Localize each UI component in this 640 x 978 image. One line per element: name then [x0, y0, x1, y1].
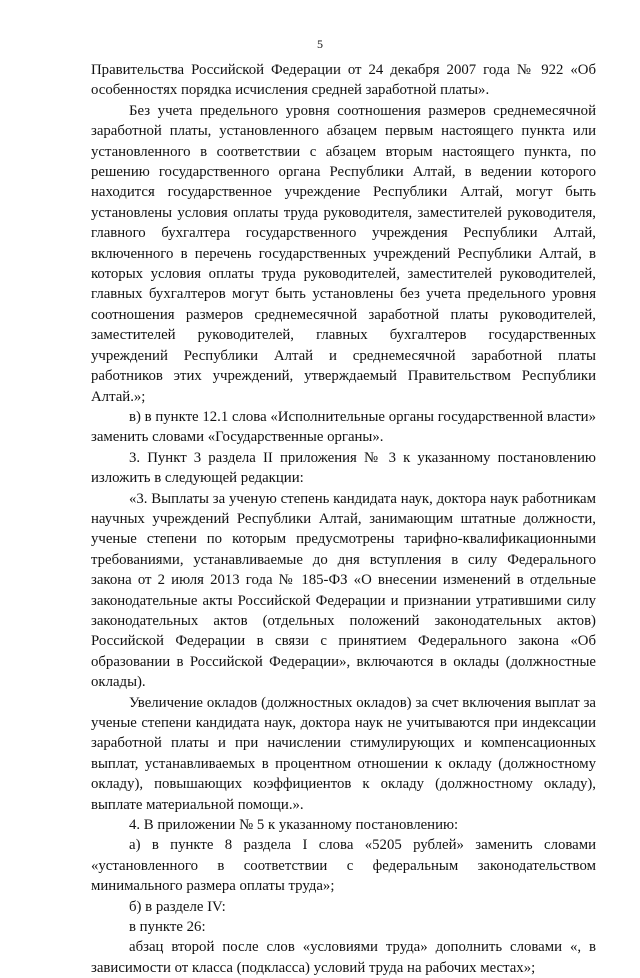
paragraph-continuation: Правительства Российской Федерации от 24 декабря 2007 года № 922 «Об особенностях порядка исчисления средней заработной платы». — [91, 62, 596, 99]
paragraph-salary-limit: Без учета предельного уровня соотношения размеров среднемесячной заработной платы, установленного абзацем первым настоящего пункта или установленного в соответствии с абзацем вторым настоящего пункта, по решению государственного органа Республики Алтай, в ведении которого находится государственное учреждение Республики Алтай, могут быть установлены условия оплаты труда руководителя, заместителей руководителя, главного бухгалтера государственного учреждения Республики Алтай, включенного в перечень государственных учреждений Республики Алтай, в которых условия оплаты труда руководителей, заместителей руководителей, главных бухгалтеров могут быть установлены без учета предельного уровня соотношения размеров среднемесячной заработной платы руководителей, заместителей руководителей, главных бухгалтеров государственных учреждений Республики Алтай и среднемесячной заработной платы работников этих учреждений, утверждаемый Правительством Республики Алтай.»; — [91, 102, 596, 405]
page-number: 5 — [317, 37, 323, 51]
document-body — [91, 60, 596, 978]
paragraph-item-b: б) в разделе IV: — [129, 898, 226, 915]
paragraph-item-a: а) в пункте 8 раздела I слова «5205 рублей» заменить словами «установленного в соответствии с федеральным законодательством минимального размера оплаты труда»; — [91, 837, 596, 895]
paragraph-point-4: 4. В приложении № 5 к указанному постановлению: — [129, 817, 459, 834]
paragraph-point-3: 3. Пункт 3 раздела II приложения № 3 к указанному постановлению изложить в следующей редакции: — [91, 449, 596, 487]
paragraph-quoted-point-3: «3. Выплаты за ученую степень кандидата наук, доктора наук работникам научных учреждений Республики Алтай, занимающим штатные должности, ученые степени по которым предусмотрены тарифно-квалификационными требованиями, устанавливаемые до дня вступления в силу Федерального закона от 2 июля 2013 года № 185-ФЗ «О внесении изменений в отдельные законодательные акты Российской Федерации и признании утратившими силу законодательных актов (отдельных положений законодательных актов) Российской Федерации в связи с принятием Федерального закона «Об образовании в Российской Федерации», включаются в оклады (должностные оклады). — [91, 490, 596, 691]
paragraph-abzac-second: абзац второй после слов «условиями труда» дополнить словами «, в зависимости от класса (подкласса) условий труда на рабочих местах»; — [91, 939, 596, 976]
paragraph-salary-increase: Увеличение окладов (должностных окладов) за счет включения выплат за ученые степени кандидата наук, доктора наук не учитываются при индексации заработной платы и при начислении стимулирующих и компенсационных выплат, устанавливаемых в процентном отношении к окладу (должностному окладу), повышающих коэффициентов к окладу (должностному окладу), выплате материальной помощи.». — [91, 694, 596, 813]
paragraph-item-v: в) в пункте 12.1 слова «Исполнительные органы государственной власти» заменить словами «Государственные органы». — [91, 408, 596, 446]
paragraph-point-26: в пункте 26: — [129, 919, 206, 936]
